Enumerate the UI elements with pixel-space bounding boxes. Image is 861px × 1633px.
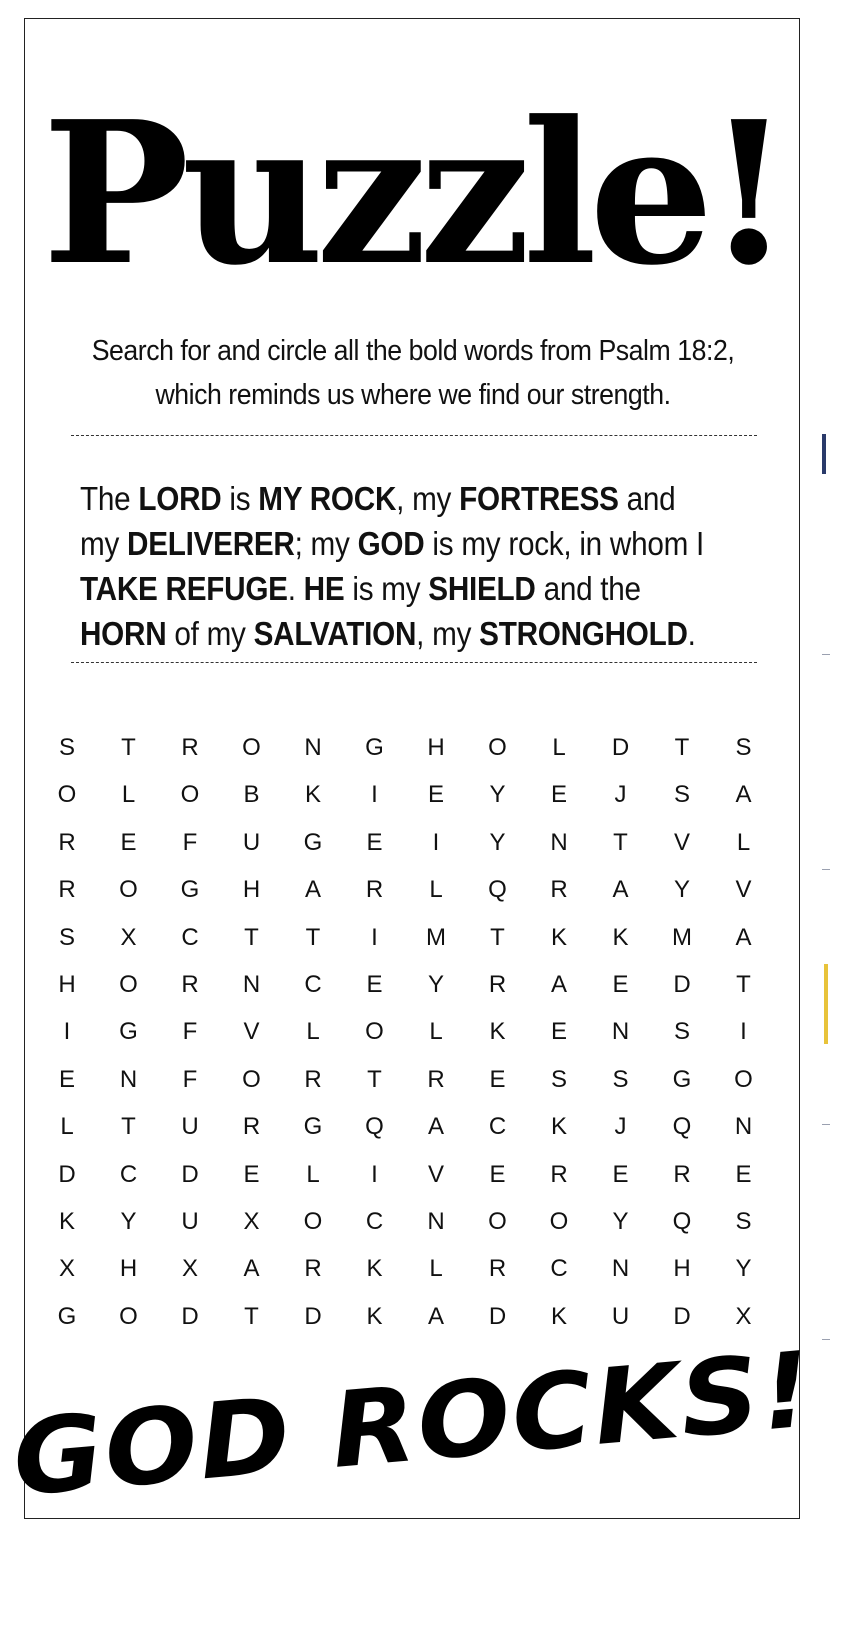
grid-letter: R	[550, 1160, 568, 1188]
grid-letter: M	[672, 923, 692, 951]
grid-letter: B	[243, 781, 260, 809]
grid-letter: O	[242, 734, 261, 761]
verse-keyword: HE	[303, 570, 345, 607]
slogan-text: GOD ROCKS!	[8, 1328, 818, 1520]
grid-letter: A	[427, 1302, 444, 1330]
grid-letter: U	[242, 828, 261, 856]
grid-letter: I	[371, 923, 378, 951]
verse-segment: is my rock, in whom I	[424, 525, 705, 562]
grid-letter: G	[119, 1018, 138, 1046]
verse-segment: ; my	[294, 525, 358, 562]
grid-letter: V	[243, 1018, 260, 1046]
verse-segment: is	[221, 480, 259, 517]
grid-letter: L	[306, 1018, 320, 1046]
grid-letter: N	[611, 1018, 630, 1046]
verse-keyword: SALVATION	[253, 615, 417, 652]
grid-letter: H	[119, 1255, 138, 1283]
grid-letter: Y	[489, 828, 506, 856]
grid-letter: E	[489, 1065, 506, 1093]
verse-keyword: GOD	[357, 525, 425, 562]
grid-letter: F	[182, 1018, 198, 1046]
grid-letter: O	[303, 1208, 323, 1235]
verse-keyword: TAKE REFUGE	[80, 570, 288, 607]
verse-segment: and my	[80, 480, 676, 562]
grid-letter: R	[673, 1160, 691, 1188]
grid-letter: V	[673, 828, 690, 856]
grid-letter: E	[58, 1065, 75, 1093]
grid-letter: R	[550, 876, 568, 904]
grid-letter: H	[242, 876, 261, 904]
grid-letter: A	[735, 923, 752, 951]
grid-letter: S	[673, 1018, 690, 1046]
verse-segment: is my	[344, 570, 429, 607]
grid-letter: E	[427, 781, 444, 809]
grid-letter: G	[180, 876, 200, 904]
grid-letter: T	[367, 1065, 382, 1093]
grid-letter: R	[488, 971, 507, 998]
grid-letter: I	[63, 1018, 71, 1046]
grid-letter: V	[735, 876, 752, 904]
grid-letter: T	[736, 971, 751, 998]
grid-letter: N	[119, 1065, 138, 1093]
grid-letter: O	[549, 1208, 569, 1235]
grid-letter: H	[58, 971, 76, 998]
grid-letter: S	[550, 1065, 567, 1093]
grid-letter: R	[427, 1065, 445, 1093]
grid-letter: T	[490, 923, 505, 951]
grid-letter: G	[365, 734, 384, 761]
grid-letter: F	[182, 1065, 198, 1093]
grid-letter: K	[366, 1255, 383, 1283]
grid-letter: U	[611, 1302, 630, 1330]
grid-letter: N	[550, 828, 568, 856]
grid-letter: D	[181, 1302, 199, 1330]
grid-letter: L	[60, 1113, 74, 1141]
grid-letter: T	[121, 734, 136, 761]
grid-letter: C	[304, 971, 322, 998]
grid-letter: N	[427, 1208, 445, 1235]
grid-letter: R	[181, 971, 199, 998]
verse-segment: and the	[535, 570, 641, 607]
grid-letter: E	[550, 781, 567, 809]
instructions	[84, 329, 743, 417]
grid-letter: A	[612, 876, 629, 904]
grid-letter: K	[304, 781, 321, 809]
grid-letter: C	[365, 1208, 384, 1235]
grid-letter: E	[120, 828, 137, 856]
grid-letter: S	[673, 781, 690, 809]
puzzle-title-text: Puzzle!	[42, 79, 784, 309]
verse-keyword: HORN	[80, 615, 167, 652]
grid-letter: O	[488, 1208, 507, 1235]
grid-letter: S	[735, 734, 752, 761]
grid-letter: G	[57, 1302, 77, 1330]
verse-text	[80, 476, 710, 656]
grid-letter: D	[304, 1302, 322, 1330]
grid-letter: E	[366, 828, 383, 856]
puzzle-panel	[8, 18, 818, 1520]
grid-letter: E	[489, 1160, 506, 1188]
divider-bottom	[71, 662, 757, 663]
grid-letter: D	[181, 1160, 199, 1188]
grid-letter: Q	[488, 876, 507, 904]
grid-letter: Y	[673, 876, 690, 904]
adjacent-page-edge	[822, 434, 861, 1633]
grid-letter: R	[488, 1255, 507, 1283]
grid-letter: N	[611, 1255, 630, 1283]
grid-letter: R	[58, 876, 76, 904]
grid-letter: V	[427, 1160, 444, 1188]
grid-letter: R	[242, 1113, 261, 1141]
grid-letter: I	[371, 1160, 378, 1188]
grid-letter: Q	[672, 1113, 692, 1141]
grid-letter: K	[612, 923, 629, 951]
grid-letter: Y	[612, 1208, 629, 1235]
grid-letter: T	[121, 1113, 136, 1141]
grid-letter: J	[614, 1113, 627, 1141]
grid-letter: N	[242, 971, 261, 998]
verse-keyword: STRONGHOLD	[479, 615, 688, 652]
grid-letter: Y	[120, 1208, 137, 1235]
puzzle-title	[25, 79, 801, 309]
grid-letter: U	[181, 1113, 199, 1141]
grid-letter: T	[244, 1302, 259, 1330]
grid-letter: R	[304, 1065, 322, 1093]
grid-letter: S	[612, 1065, 629, 1093]
grid-letter: E	[735, 1160, 752, 1188]
grid-letter: K	[550, 923, 567, 951]
grid-letter: I	[432, 828, 440, 856]
grid-letter: Y	[735, 1255, 752, 1283]
grid-letter: C	[550, 1255, 568, 1283]
grid-letter: D	[58, 1160, 76, 1188]
grid-letter: Y	[489, 781, 506, 809]
grid-letter: O	[119, 971, 138, 998]
grid-letter: G	[672, 1065, 692, 1093]
grid-letter: E	[550, 1018, 567, 1046]
grid-letter: O	[365, 1018, 384, 1046]
grid-letter: D	[488, 1302, 507, 1330]
grid-letter: A	[304, 876, 321, 904]
grid-letter: Y	[427, 971, 444, 998]
grid-letter: S	[58, 923, 75, 951]
grid-letter: N	[734, 1113, 753, 1141]
grid-letter: X	[181, 1255, 198, 1283]
grid-letter: O	[119, 1302, 138, 1330]
verse-segment: of my	[166, 615, 254, 652]
grid-letter: S	[58, 734, 75, 761]
grid-letter: A	[427, 1113, 444, 1141]
grid-letter: R	[58, 828, 76, 856]
divider-top	[71, 435, 757, 436]
grid-letter: K	[58, 1208, 75, 1235]
grid-letter: A	[550, 971, 567, 998]
grid-letter: O	[57, 781, 77, 809]
grid-letter: M	[426, 923, 446, 951]
grid-letter: H	[427, 734, 445, 761]
grid-letter: J	[614, 781, 627, 809]
grid-letter: K	[550, 1302, 567, 1330]
grid-letter: O	[180, 781, 200, 809]
grid-letter: A	[735, 781, 752, 809]
grid-letter: L	[736, 828, 751, 856]
grid-letter: I	[371, 781, 378, 809]
grid-letter: L	[429, 1018, 443, 1046]
grid-letter: Q	[672, 1208, 692, 1235]
grid-letter: R	[304, 1255, 322, 1283]
verse-keyword: DELIVERER	[127, 525, 295, 562]
verse-segment: , my	[396, 480, 460, 517]
verse-keyword: LORD	[138, 480, 222, 517]
grid-letter: O	[242, 1065, 261, 1093]
verse-keyword: FORTRESS	[459, 480, 619, 517]
grid-letter: U	[181, 1208, 199, 1235]
grid-letter: L	[429, 876, 443, 904]
instructions-line-1: Search for and circle all the bold words from Psalm 18:2,	[91, 335, 735, 367]
grid-letter: S	[735, 1208, 752, 1235]
grid-letter: D	[611, 734, 630, 761]
grid-letter: Q	[365, 1113, 384, 1141]
instructions-line-2: which reminds us where we find our strength.	[155, 379, 671, 411]
grid-letter: X	[735, 1302, 752, 1330]
grid-letter: R	[181, 734, 199, 761]
verse-keyword: MY ROCK	[258, 480, 397, 517]
grid-letter: E	[366, 971, 383, 998]
grid-letter: G	[303, 828, 323, 856]
grid-letter: L	[552, 734, 566, 761]
grid-letter: E	[612, 971, 629, 998]
grid-letter: I	[740, 1018, 747, 1046]
grid-letter: X	[243, 1208, 260, 1235]
grid-letter: N	[304, 734, 322, 761]
grid-letter: X	[120, 923, 137, 951]
grid-letter: O	[119, 876, 138, 904]
verse-segment: , my	[416, 615, 480, 652]
grid-letter: A	[243, 1255, 260, 1283]
grid-letter: D	[673, 1302, 691, 1330]
grid-letter: O	[734, 1065, 753, 1093]
grid-letter: H	[673, 1255, 691, 1283]
grid-letter: D	[673, 971, 691, 998]
grid-letter: E	[612, 1160, 629, 1188]
grid-letter: L	[121, 781, 136, 809]
grid-letter: G	[303, 1113, 323, 1141]
grid-letter: R	[365, 876, 384, 904]
grid-letter: L	[429, 1255, 443, 1283]
verse-segment: .	[687, 615, 696, 652]
grid-letter: T	[244, 923, 259, 951]
grid-letter: E	[243, 1160, 260, 1188]
grid-letter: T	[674, 734, 690, 761]
grid-letter: K	[366, 1302, 383, 1330]
grid-letter: T	[305, 923, 321, 951]
slogan	[8, 1328, 818, 1520]
grid-letter: K	[489, 1018, 506, 1046]
verse-keyword: SHIELD	[428, 570, 536, 607]
verse-segment: The	[80, 480, 139, 517]
grid-letter: C	[181, 923, 199, 951]
grid-letter: C	[488, 1113, 507, 1141]
grid-letter: F	[182, 828, 198, 856]
grid-letter: L	[306, 1160, 320, 1188]
grid-letter: T	[613, 828, 628, 856]
grid-letter: C	[119, 1160, 138, 1188]
verse-segment: .	[287, 570, 304, 607]
grid-letter: K	[550, 1113, 567, 1141]
grid-letter: X	[58, 1255, 75, 1283]
grid-letter: O	[488, 734, 507, 761]
